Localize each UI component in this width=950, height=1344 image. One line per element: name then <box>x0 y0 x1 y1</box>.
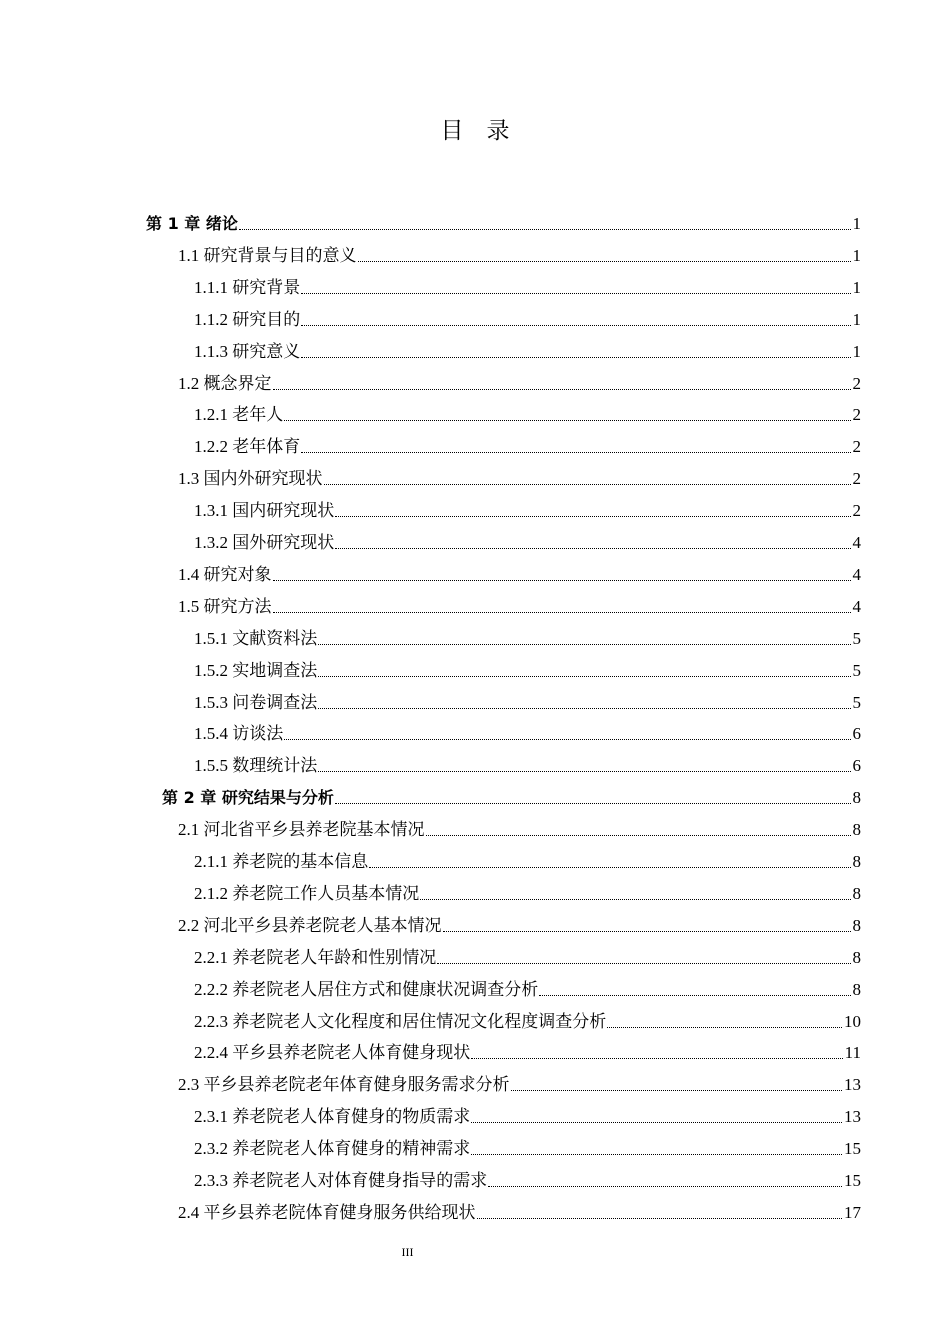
toc-entry-page-number: 1 <box>852 214 861 233</box>
toc-subsection-entry[interactable] <box>194 978 861 1002</box>
toc-entry-label: 1.5 研究方法 <box>178 596 272 616</box>
toc-entry-page-number: 5 <box>852 628 861 648</box>
toc-entry-page-number: 2 <box>852 373 861 393</box>
toc-entry-label: 2.1.2 养老院工作人员基本情况 <box>194 883 420 903</box>
toc-entry-label: 第 2 章 研究结果与分析 <box>162 788 334 808</box>
toc-entry-label: 1.2 概念界定 <box>178 373 272 393</box>
toc-subsection-entry[interactable] <box>194 1041 861 1065</box>
dot-leader <box>324 483 851 485</box>
toc-entry-page-number: 15 <box>844 1171 861 1190</box>
toc-entry-page-number: 4 <box>852 564 861 584</box>
toc-entry-page-number: 8 <box>852 915 861 935</box>
dot-leader <box>335 515 850 517</box>
toc-subsection-entry[interactable] <box>194 276 861 300</box>
toc-entry-label: 2.4 平乡县养老院体育健身服务供给现状 <box>178 1202 476 1222</box>
toc-entry-label: 1.4 研究对象 <box>178 564 272 584</box>
toc-entry-label: 2.1.1 养老院的基本信息 <box>194 852 369 871</box>
toc-entry-label: 1.5.5 数理统计法 <box>194 756 318 776</box>
toc-entry-page-number: 5 <box>852 660 861 680</box>
toc-section-entry[interactable] <box>178 372 861 396</box>
dot-leader <box>437 962 850 964</box>
dot-leader <box>426 834 851 836</box>
dot-leader <box>318 770 850 772</box>
toc-subsection-entry[interactable] <box>194 946 861 970</box>
toc-entry-label: 1.1 研究背景与目的意义 <box>178 245 357 265</box>
toc-entry-page-number: 8 <box>852 788 861 808</box>
toc-section-entry[interactable] <box>178 1201 861 1225</box>
dot-leader <box>284 738 850 740</box>
toc-entry-label: 1.1.3 研究意义 <box>194 341 301 361</box>
dot-leader <box>539 994 850 996</box>
dot-leader <box>318 675 850 677</box>
dot-leader <box>358 260 851 262</box>
dot-leader <box>471 1121 842 1123</box>
toc-entry-page-number: 8 <box>852 820 861 840</box>
dot-leader <box>471 1057 842 1059</box>
toc-chapter-entry[interactable] <box>146 212 861 236</box>
toc-subsection-entry[interactable] <box>194 403 861 427</box>
toc-section-entry[interactable] <box>178 467 861 491</box>
toc-section-entry[interactable] <box>178 595 861 619</box>
toc-entry-label: 1.1.1 研究背景 <box>194 277 301 297</box>
dot-leader <box>301 451 850 453</box>
toc-entry-label: 1.5.3 问卷调查法 <box>194 692 318 712</box>
toc-entry-page-number: 4 <box>852 533 861 552</box>
toc-entry-page-number: 1 <box>852 277 861 297</box>
toc-entry-page-number: 8 <box>852 883 861 903</box>
toc-entry-page-number: 13 <box>844 1107 861 1127</box>
toc-entry-label: 1.5.1 文献资料法 <box>194 628 318 648</box>
toc-entry-page-number: 8 <box>852 852 861 871</box>
toc-section-entry[interactable] <box>178 244 861 268</box>
toc-entry-page-number: 1 <box>852 245 861 265</box>
toc-entry-page-number: 10 <box>844 1011 861 1031</box>
toc-subsection-entry[interactable] <box>194 722 861 746</box>
dot-leader <box>318 643 850 645</box>
dot-leader <box>273 579 851 581</box>
dot-leader <box>301 324 850 326</box>
toc-entry-page-number: 11 <box>844 1043 861 1063</box>
toc-entry-label: 1.1.2 研究目的 <box>194 309 301 329</box>
toc-entry-label: 1.2.2 老年体育 <box>194 437 301 457</box>
toc-entry-page-number: 1 <box>852 309 861 329</box>
toc-entry-label: 1.3 国内外研究现状 <box>178 469 323 489</box>
toc-entry-label: 2.2.4 平乡县养老院老人体育健身现状 <box>194 1043 471 1063</box>
toc-entry-page-number: 5 <box>852 692 861 712</box>
dot-leader <box>318 707 850 709</box>
toc-entry-label: 2.2 河北平乡县养老院老人基本情况 <box>178 915 442 935</box>
dot-leader <box>511 1089 843 1091</box>
toc-chapter-entry[interactable] <box>162 786 861 810</box>
toc-subsection-entry[interactable] <box>194 659 861 683</box>
toc-entry-page-number: 8 <box>852 947 861 967</box>
toc-entry-page-number: 4 <box>852 596 861 616</box>
dot-leader <box>273 388 851 390</box>
toc-subsection-entry[interactable] <box>194 691 861 715</box>
toc-entry-page-number: 13 <box>844 1075 861 1095</box>
toc-subsection-entry[interactable] <box>194 882 861 906</box>
toc-entry-label: 2.3.3 养老院老人对体育健身指导的需求 <box>194 1171 488 1190</box>
dot-leader <box>477 1217 843 1219</box>
toc-section-entry[interactable] <box>178 563 861 587</box>
dot-leader <box>607 1026 842 1028</box>
toc-subsection-entry[interactable] <box>194 531 861 555</box>
toc-subsection-entry[interactable] <box>194 1010 861 1034</box>
toc-section-entry[interactable] <box>178 818 861 842</box>
toc-entry-label: 2.2.3 养老院老人文化程度和居住情况文化程度调查分析 <box>194 1011 607 1031</box>
toc-entry-page-number: 2 <box>852 501 861 521</box>
dot-leader <box>335 547 850 549</box>
toc-entry-page-number: 17 <box>844 1202 861 1222</box>
toc-title: 目 录 <box>440 118 510 143</box>
dot-leader <box>301 356 850 358</box>
toc-entry-label: 2.3.2 养老院老人体育健身的精神需求 <box>194 1139 471 1159</box>
toc-entry-page-number: 6 <box>852 756 861 776</box>
toc-entry-label: 2.3.1 养老院老人体育健身的物质需求 <box>194 1107 471 1127</box>
dot-leader <box>273 611 851 613</box>
page-number-footer: III <box>401 1245 414 1259</box>
toc-entry-page-number: 6 <box>852 724 861 744</box>
toc-entry-label: 1.2.1 老年人 <box>194 405 284 425</box>
toc-section-entry[interactable] <box>178 914 861 938</box>
toc-entry-page-number: 2 <box>852 437 861 457</box>
toc-subsection-entry[interactable] <box>194 435 861 459</box>
toc-subsection-entry[interactable] <box>194 1169 861 1193</box>
dot-leader <box>284 419 850 421</box>
toc-entry-page-number: 8 <box>852 979 861 999</box>
toc-section-entry[interactable] <box>178 1073 861 1097</box>
toc-entry-label: 1.3.2 国外研究现状 <box>194 533 335 552</box>
toc-entry-label: 2.3 平乡县养老院老年体育健身服务需求分析 <box>178 1075 510 1095</box>
toc-subsection-entry[interactable] <box>194 754 861 778</box>
toc-entry-page-number: 1 <box>852 341 861 361</box>
toc-subsection-entry[interactable] <box>194 627 861 651</box>
toc-entry-label: 2.2.2 养老院老人居住方式和健康状况调查分析 <box>194 979 539 999</box>
dot-leader <box>420 898 850 900</box>
toc-entry-label: 2.2.1 养老院老人年龄和性别情况 <box>194 947 437 967</box>
toc-subsection-entry[interactable] <box>194 499 861 523</box>
toc-subsection-entry[interactable] <box>194 850 861 874</box>
toc-entry-page-number: 2 <box>852 405 861 425</box>
toc-subsection-entry[interactable] <box>194 340 861 364</box>
toc-entry-label: 1.5.2 实地调查法 <box>194 660 318 680</box>
dot-leader <box>301 292 850 294</box>
toc-entry-label: 1.5.4 访谈法 <box>194 724 284 744</box>
toc-entry-label: 2.1 河北省平乡县养老院基本情况 <box>178 820 425 840</box>
dot-leader <box>471 1153 842 1155</box>
dot-leader <box>488 1185 842 1187</box>
toc-subsection-entry[interactable] <box>194 308 861 332</box>
toc-subsection-entry[interactable] <box>194 1105 861 1129</box>
toc-entry-label: 1.3.1 国内研究现状 <box>194 501 335 521</box>
dot-leader <box>443 930 851 932</box>
toc-entry-page-number: 15 <box>844 1139 861 1159</box>
dot-leader <box>335 802 851 804</box>
dot-leader <box>369 866 850 868</box>
toc-entry-page-number: 2 <box>852 469 861 489</box>
toc-entry-label: 第 1 章 绪论 <box>146 214 238 233</box>
toc-subsection-entry[interactable] <box>194 1137 861 1161</box>
dot-leader <box>239 228 851 230</box>
